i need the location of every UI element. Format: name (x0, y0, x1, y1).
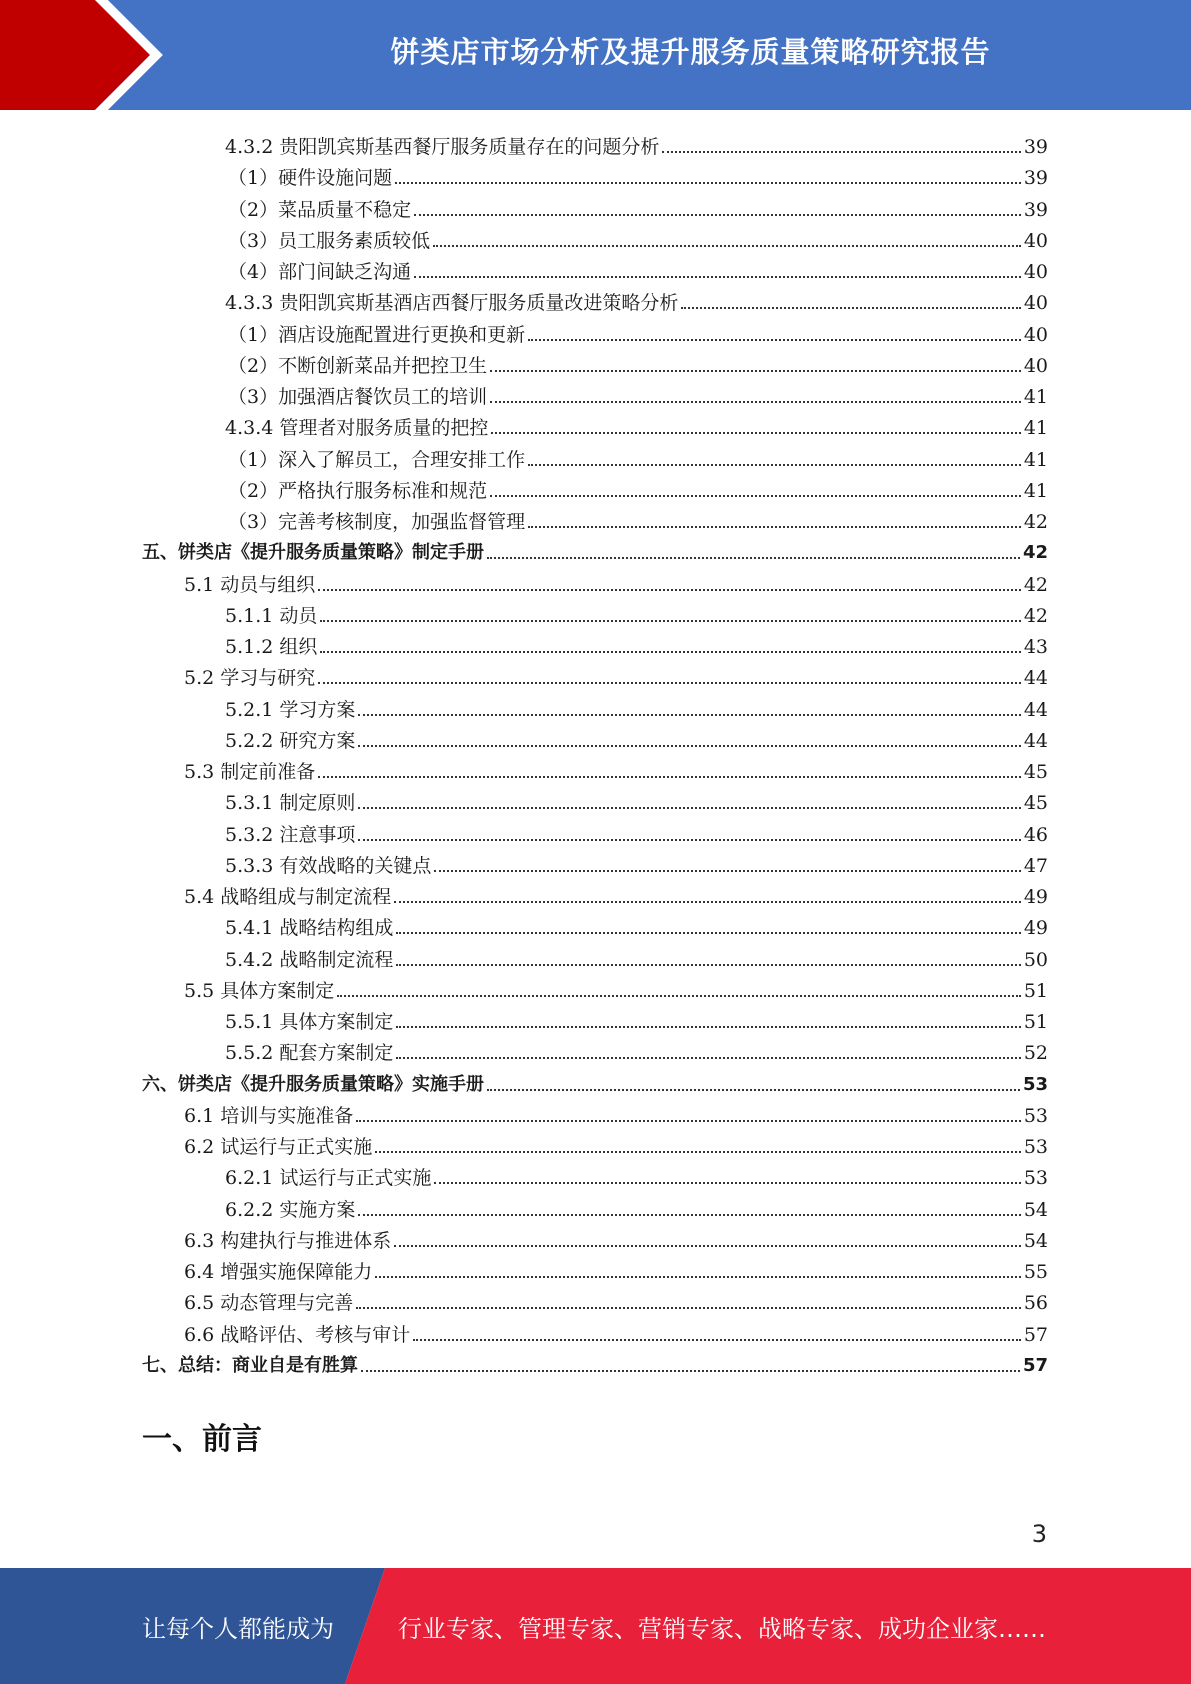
toc-entry-title: 6.2 试运行与正式实施 (184, 1136, 373, 1158)
toc-leader-dots (414, 214, 1021, 216)
toc-leader-dots (413, 1339, 1021, 1341)
toc-entry-title: 五、饼类店《提升服务质量策略》制定手册 (142, 542, 484, 563)
toc-leader-dots (396, 932, 1020, 934)
toc-leader-dots (361, 1370, 1020, 1372)
toc-entry[interactable] (184, 658, 1048, 689)
toc-leader-dots (491, 432, 1020, 434)
toc-entry-title: 5.2.1 学习方案 (225, 699, 356, 721)
toc-entry-page: 40 (1023, 230, 1048, 252)
toc-entry-page: 50 (1023, 949, 1048, 971)
toc-entry-page: 47 (1023, 855, 1048, 877)
toc-entry[interactable] (228, 346, 1048, 377)
toc-entry[interactable] (228, 440, 1048, 471)
toc-entry[interactable] (228, 158, 1048, 189)
toc-entry-page: 49 (1023, 886, 1048, 908)
toc-entry[interactable] (142, 1065, 1048, 1096)
toc-entry-title: 4.3.3 贵阳凯宾斯基酒店西餐厅服务质量改进策略分析 (225, 292, 679, 314)
toc-entry-page: 53 (1023, 1105, 1048, 1127)
toc-entry[interactable] (225, 1158, 1048, 1189)
toc-entry[interactable] (225, 940, 1048, 971)
toc-leader-dots (396, 964, 1020, 966)
toc-entry-page: 41 (1023, 417, 1048, 439)
toc-leader-dots (490, 495, 1021, 497)
toc-entry[interactable] (225, 127, 1048, 158)
toc-entry[interactable] (228, 190, 1048, 221)
toc-leader-dots (318, 776, 1021, 778)
toc-entry-title: 5.2 学习与研究 (184, 667, 316, 689)
toc-entry-title: （1）酒店设施配置进行更换和更新 (228, 324, 526, 346)
toc-leader-dots (337, 995, 1021, 997)
toc-entry[interactable] (228, 221, 1048, 252)
toc-entry-title: 5.1.2 组织 (225, 636, 318, 658)
toc-entry-title: 5.3.1 制定原则 (225, 792, 356, 814)
toc-entry[interactable] (225, 846, 1048, 877)
toc-entry-page: 45 (1023, 761, 1048, 783)
toc-entry-page: 41 (1023, 449, 1048, 471)
toc-entry-page: 40 (1023, 292, 1048, 314)
toc-entry-page: 41 (1023, 480, 1048, 502)
toc-leader-dots (318, 682, 1021, 684)
toc-entry-page: 40 (1023, 324, 1048, 346)
footer-slogan-left: 让每个人都能成为 (142, 1614, 334, 1643)
toc-leader-dots (320, 651, 1020, 653)
toc-leader-dots (318, 589, 1021, 591)
toc-entry-page: 40 (1023, 355, 1048, 377)
page-header (0, 0, 1191, 110)
toc-entry-title: （3）完善考核制度，加强监督管理 (228, 511, 526, 533)
toc-leader-dots (358, 839, 1020, 841)
toc-leader-dots (487, 1089, 1020, 1091)
toc-entry-title: 6.1 培训与实施准备 (184, 1105, 354, 1127)
toc-entry-title: 5.1.1 动员 (225, 605, 318, 627)
toc-entry-title: 5.3.3 有效战略的关键点 (225, 855, 432, 877)
toc-leader-dots (434, 870, 1020, 872)
toc-entry-title: 4.3.2 贵阳凯宾斯基西餐厅服务质量存在的问题分析 (225, 136, 660, 158)
toc-leader-dots (681, 307, 1020, 309)
toc-entry-page: 53 (1023, 1136, 1048, 1158)
page-number: 3 (1031, 1520, 1047, 1548)
toc-leader-dots (490, 401, 1021, 403)
toc-entry-page: 42 (1023, 574, 1048, 596)
toc-entry-page: 57 (1022, 1355, 1048, 1376)
toc-entry[interactable] (184, 1127, 1048, 1158)
toc-entry[interactable] (184, 877, 1048, 908)
toc-entry[interactable] (184, 1252, 1048, 1283)
toc-leader-dots (414, 276, 1021, 278)
toc-entry[interactable] (228, 471, 1048, 502)
toc-entry-title: （2）菜品质量不稳定 (228, 199, 412, 221)
toc-entry-title: 六、饼类店《提升服务质量策略》实施手册 (142, 1074, 484, 1095)
toc-entry-page: 44 (1023, 667, 1048, 689)
toc-leader-dots (528, 464, 1021, 466)
toc-leader-dots (356, 1307, 1021, 1309)
toc-entry-page: 39 (1023, 136, 1048, 158)
toc-entry[interactable] (184, 1283, 1048, 1314)
toc-entry-title: 5.3.2 注意事项 (225, 824, 356, 846)
toc-entry[interactable] (228, 377, 1048, 408)
toc-entry[interactable] (225, 408, 1048, 439)
toc-entry-title: 5.1 动员与组织 (184, 574, 316, 596)
toc-entry[interactable] (228, 315, 1048, 346)
toc-leader-dots (394, 901, 1021, 903)
toc-entry-title: 6.2.1 试运行与正式实施 (225, 1167, 432, 1189)
toc-leader-dots (433, 245, 1021, 247)
toc-entry-title: （2）严格执行服务标准和规范 (228, 480, 488, 502)
toc-leader-dots (358, 714, 1020, 716)
toc-leader-dots (528, 339, 1021, 341)
toc-entry-title: 4.3.4 管理者对服务质量的把控 (225, 417, 489, 439)
footer-slogan-right: 行业专家、管理专家、营销专家、战略专家、成功企业家…… (398, 1614, 1046, 1643)
toc-leader-dots (396, 1026, 1020, 1028)
toc-entry[interactable] (225, 1033, 1048, 1064)
toc-entry[interactable] (228, 502, 1048, 533)
toc-entry[interactable] (225, 690, 1048, 721)
toc-entry[interactable] (184, 1221, 1048, 1252)
toc-leader-dots (487, 557, 1020, 559)
toc-entry-title: （1）硬件设施问题 (228, 167, 393, 189)
toc-entry-title: 5.3 制定前准备 (184, 761, 316, 783)
toc-entry[interactable] (184, 1096, 1048, 1127)
toc-entry-page: 55 (1023, 1261, 1048, 1283)
toc-entry[interactable] (184, 1315, 1048, 1346)
toc-entry-page: 54 (1023, 1230, 1048, 1252)
toc-entry-page: 42 (1023, 605, 1048, 627)
toc-entry-page: 39 (1023, 167, 1048, 189)
toc-entry-page: 45 (1023, 792, 1048, 814)
toc-entry-page: 40 (1023, 261, 1048, 283)
toc-leader-dots (358, 1214, 1020, 1216)
toc-leader-dots (375, 1276, 1021, 1278)
toc-entry-title: 6.3 构建执行与推进体系 (184, 1230, 392, 1252)
toc-entry-title: 5.2.2 研究方案 (225, 730, 356, 752)
toc-entry[interactable] (225, 1002, 1048, 1033)
toc-entry-page: 56 (1023, 1292, 1048, 1314)
toc-entry-page: 53 (1022, 1074, 1048, 1095)
toc-entry-page: 49 (1023, 917, 1048, 939)
toc-entry-page: 44 (1023, 699, 1048, 721)
toc-entry-page: 46 (1023, 824, 1048, 846)
toc-entry[interactable] (142, 1346, 1048, 1377)
toc-entry[interactable] (225, 721, 1048, 752)
toc-entry[interactable] (184, 971, 1048, 1002)
toc-entry[interactable] (184, 565, 1048, 596)
toc-entry[interactable] (225, 908, 1048, 939)
toc-entry-title: 6.4 增强实施保障能力 (184, 1261, 373, 1283)
toc-leader-dots (434, 1182, 1020, 1184)
toc-leader-dots (358, 807, 1020, 809)
toc-leader-dots (394, 1245, 1021, 1247)
toc-leader-dots (528, 526, 1021, 528)
toc-entry-page: 43 (1023, 636, 1048, 658)
toc-entry-title: 5.4.2 战略制定流程 (225, 949, 394, 971)
toc-entry-title: 5.5 具体方案制定 (184, 980, 335, 1002)
toc-leader-dots (356, 1120, 1021, 1122)
toc-leader-dots (662, 151, 1020, 153)
page-footer (0, 1568, 1191, 1684)
toc-leader-dots (490, 370, 1021, 372)
toc-leader-dots (320, 620, 1020, 622)
toc-entry-title: 5.5.1 具体方案制定 (225, 1011, 394, 1033)
toc-entry-page: 52 (1023, 1042, 1048, 1064)
toc-entry[interactable] (225, 627, 1048, 658)
section-heading: 一、前言 (142, 1422, 262, 1457)
toc-entry-page: 51 (1023, 980, 1048, 1002)
toc-entry-page: 44 (1023, 730, 1048, 752)
toc-entry-page: 54 (1023, 1199, 1048, 1221)
toc-entry[interactable] (142, 533, 1048, 564)
toc-entry[interactable] (184, 752, 1048, 783)
toc-entry-title: 6.6 战略评估、考核与审计 (184, 1324, 411, 1346)
toc-entry[interactable] (225, 596, 1048, 627)
toc-entry-title: 七、总结：商业自是有胜算 (142, 1355, 358, 1376)
toc-entry-page: 53 (1023, 1167, 1048, 1189)
toc-entry-title: （1）深入了解员工，合理安排工作 (228, 449, 526, 471)
toc-entry-page: 57 (1023, 1324, 1048, 1346)
toc-entry-page: 42 (1023, 511, 1048, 533)
toc-leader-dots (358, 745, 1020, 747)
toc-entry-page: 42 (1022, 542, 1048, 563)
toc-entry[interactable] (228, 252, 1048, 283)
toc-entry[interactable] (225, 815, 1048, 846)
toc-entry-page: 41 (1023, 386, 1048, 408)
toc-entry-page: 51 (1023, 1011, 1048, 1033)
toc-entry[interactable] (225, 783, 1048, 814)
toc-entry-title: （4）部门间缺乏沟通 (228, 261, 412, 283)
toc-entry[interactable] (225, 1190, 1048, 1221)
toc-leader-dots (395, 182, 1021, 184)
toc-entry-title: 6.5 动态管理与完善 (184, 1292, 354, 1314)
toc-entry-title: 5.4 战略组成与制定流程 (184, 886, 392, 908)
toc-leader-dots (375, 1151, 1021, 1153)
toc-entry-title: （2）不断创新菜品并把控卫生 (228, 355, 488, 377)
toc-entry-title: （3）加强酒店餐饮员工的培训 (228, 386, 488, 408)
toc-entry-title: 6.2.2 实施方案 (225, 1199, 356, 1221)
toc-entry[interactable] (225, 283, 1048, 314)
toc-leader-dots (396, 1057, 1020, 1059)
toc-entry-title: 5.4.1 战略结构组成 (225, 917, 394, 939)
toc-entry-title: 5.5.2 配套方案制定 (225, 1042, 394, 1064)
toc-entry-title: （3）员工服务素质较低 (228, 230, 431, 252)
toc-entry-page: 39 (1023, 199, 1048, 221)
report-title: 饼类店市场分析及提升服务质量策略研究报告 (390, 34, 991, 69)
